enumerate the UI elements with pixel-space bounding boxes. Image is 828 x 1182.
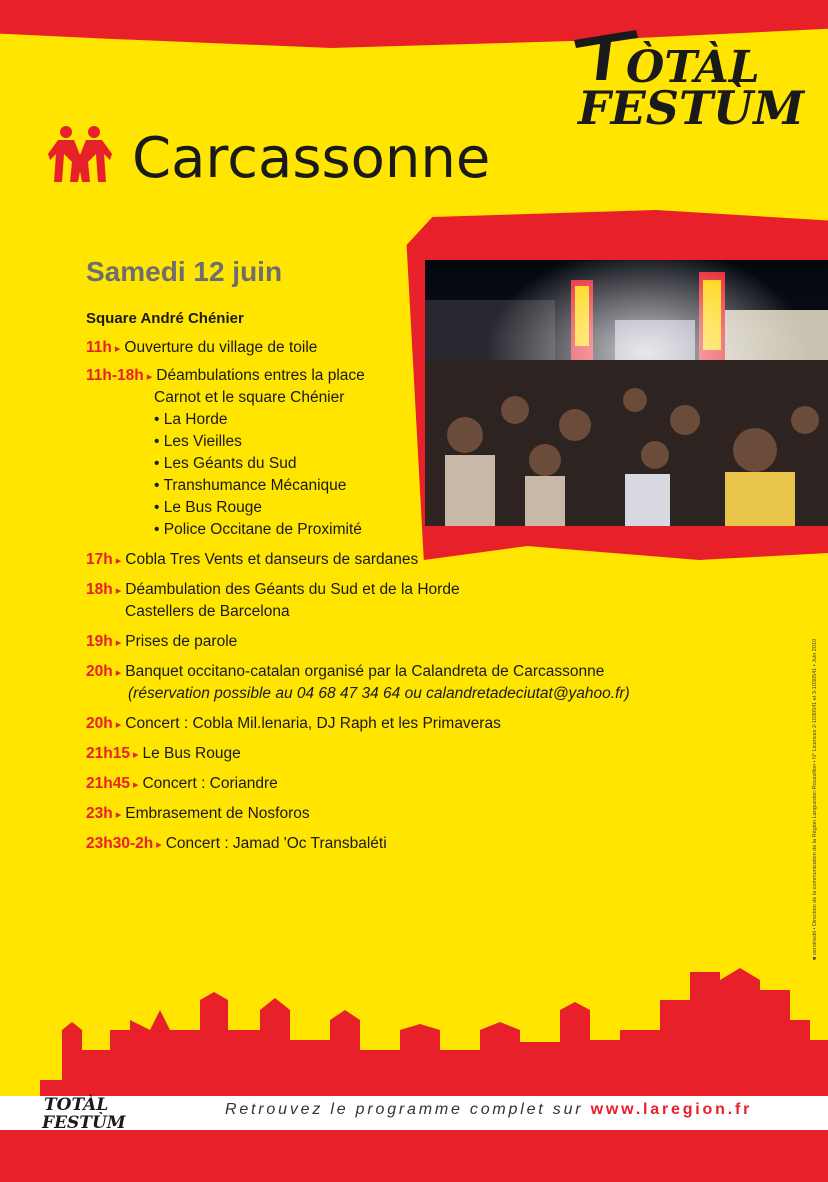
- total-festum-logo: [566, 22, 805, 135]
- svg-text:TOTÀL: TOTÀL: [44, 1095, 109, 1115]
- schedule-bullet: • La Horde: [154, 411, 228, 428]
- schedule-item: 11h-18h ▸ Déambulations entres la place: [86, 367, 365, 384]
- schedule-bullet: • Les Géants du Sud: [154, 455, 297, 472]
- footer-text: Retrouvez le programme complet sur www.laregion.fr: [225, 1101, 753, 1118]
- footer-url-link[interactable]: www.laregion.fr: [590, 1101, 753, 1118]
- schedule-item: 23h ▸ Embrasement de Nosforos: [86, 805, 310, 822]
- svg-text:FESTÙM: FESTÙM: [42, 1113, 126, 1133]
- event-venue: Square André Chénier: [86, 310, 244, 327]
- city-emblem-icon: [48, 124, 112, 184]
- schedule-item: 17h ▸ Cobla Tres Vents et danseurs de sardanes: [86, 551, 419, 568]
- schedule-continuation: Carnot et le square Chénier: [154, 389, 345, 406]
- schedule-item: 11h ▸ Ouverture du village de toile: [86, 339, 318, 356]
- schedule-bullet: • Le Bus Rouge: [154, 499, 262, 516]
- event-date: Samedi 12 juin: [86, 256, 283, 287]
- svg-text:FESTÙM: FESTÙM: [578, 81, 805, 135]
- credit-line: ■ oeroinedit • Direction de la communication de la Région Languedoc-Roussillon • N° Licences 2-1030541 et 3-1030541 • Juin 2010: [812, 638, 818, 960]
- schedule-continuation: Castellers de Barcelona: [125, 603, 290, 620]
- schedule-item: 21h15 ▸ Le Bus Rouge: [86, 745, 241, 762]
- city-title: Carcassonne: [132, 126, 491, 191]
- schedule-bullet: • Les Vieilles: [154, 433, 242, 450]
- schedule-continuation: (réservation possible au 04 68 47 34 64 ou calandretadeciutat@yahoo.fr): [128, 685, 630, 702]
- carcassonne-skyline: [0, 960, 828, 1182]
- schedule-item: 23h30-2h ▸ Concert : Jamad 'Oc Transbaléti: [86, 835, 387, 852]
- schedule-bullet: • Transhumance Mécanique: [154, 477, 347, 494]
- svg-text:ÒTÀL: ÒTÀL: [626, 42, 760, 93]
- schedule-item: 20h ▸ Banquet occitano-catalan organisé par la Calandreta de Carcassonne: [86, 663, 605, 680]
- schedule-bullet: • Police Occitane de Proximité: [154, 521, 362, 538]
- schedule-item: 21h45 ▸ Concert : Coriandre: [86, 775, 278, 792]
- crowd-photo: [425, 260, 828, 526]
- schedule-item: 20h ▸ Concert : Cobla Mil.lenaria, DJ Raph et les Primaveras: [86, 715, 501, 732]
- schedule-item: 19h ▸ Prises de parole: [86, 633, 238, 650]
- schedule-item: 18h ▸ Déambulation des Géants du Sud et de la Horde: [86, 581, 460, 598]
- footer-logo: [40, 1092, 126, 1133]
